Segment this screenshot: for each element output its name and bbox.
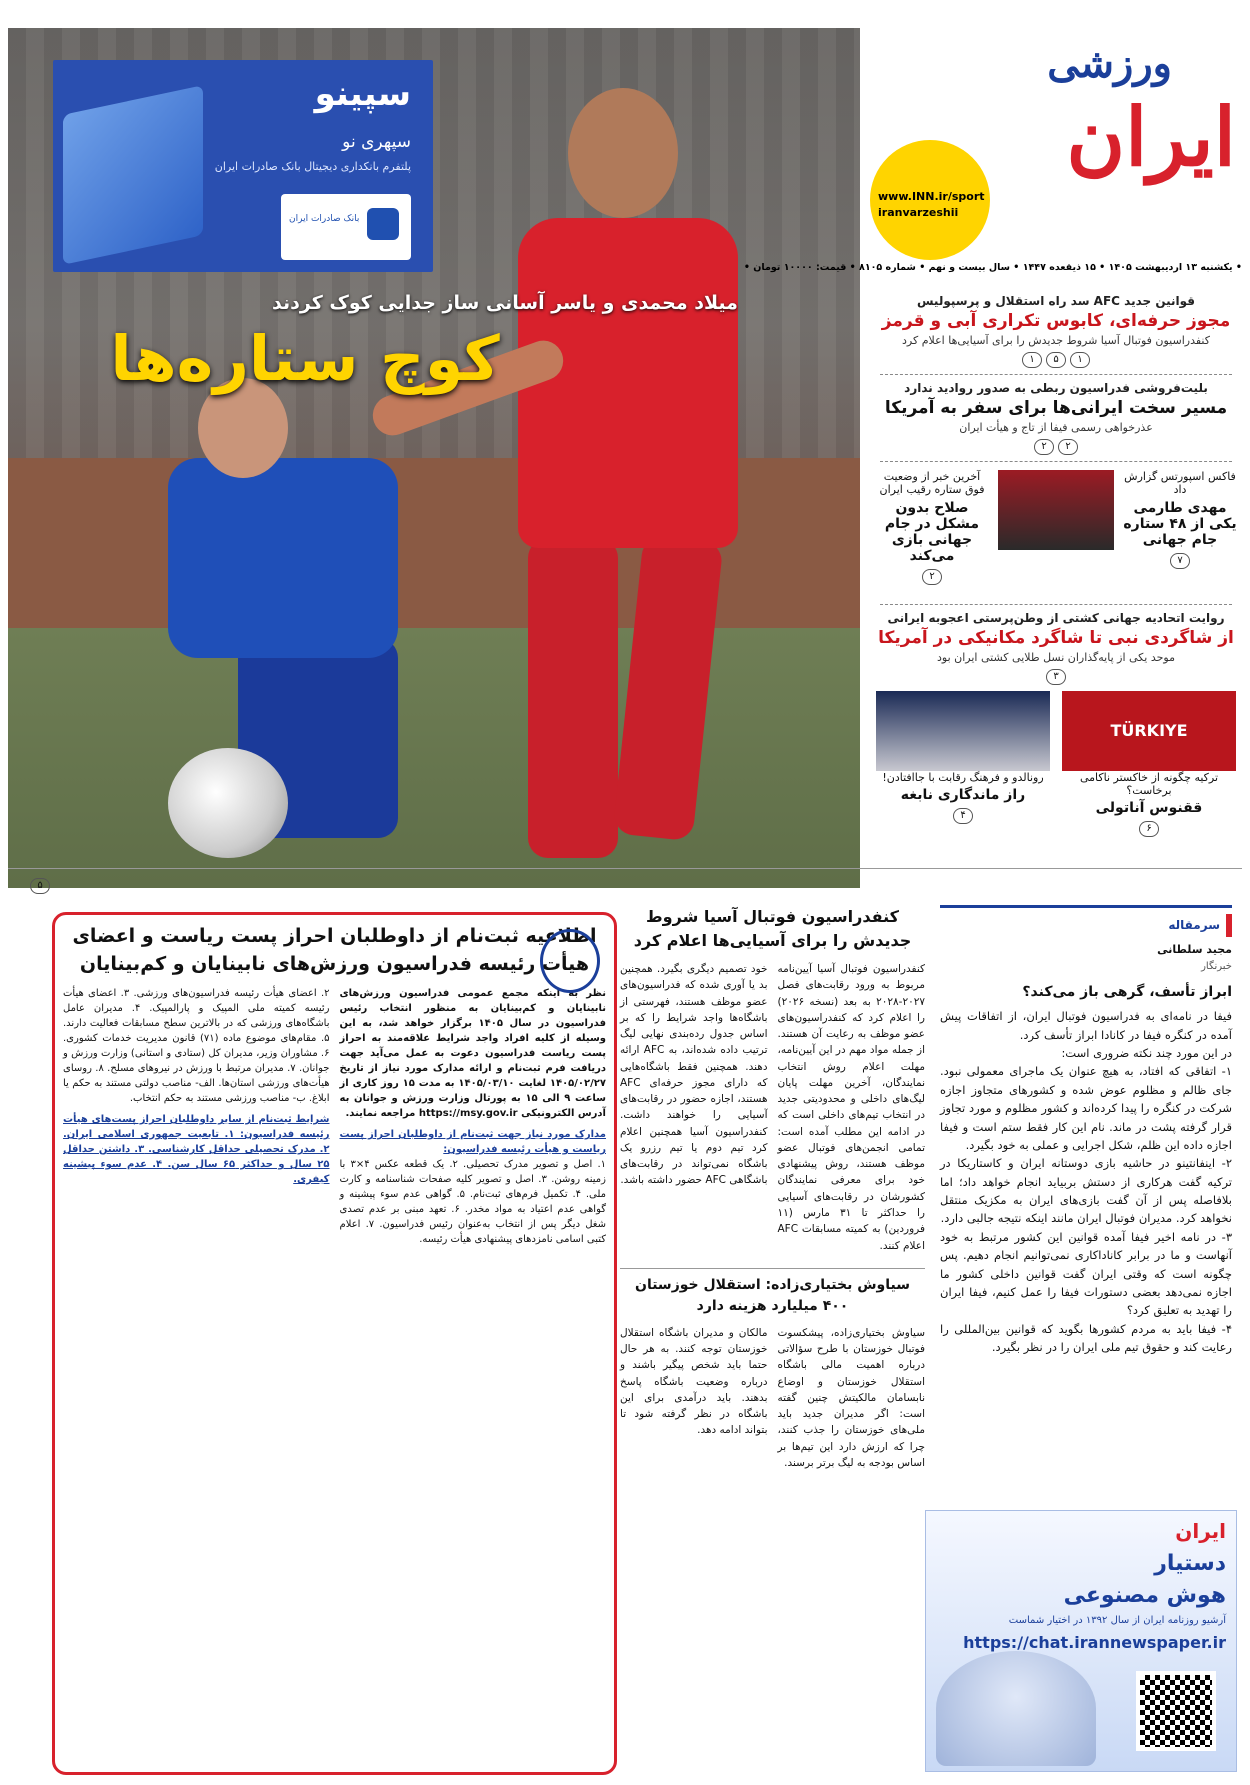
editorial-tag: سرمقاله: [1162, 914, 1232, 937]
ronaldo-photo: [876, 691, 1050, 771]
ad-line1: سپهری نو: [342, 132, 411, 152]
cover-page-ref: ۵: [30, 878, 50, 894]
newspaper-logo[interactable]: [982, 30, 1242, 230]
announcement-col-right: [340, 986, 607, 1247]
page-refs: ۲ ۲: [874, 439, 1238, 455]
story-summary: موحد یکی از پایه‌گذاران نسل طلایی کشتی ایران بود: [937, 651, 1175, 664]
article-title: سیاوش بختیاری‌زاده: استقلال خوزستان ۴۰۰ میلیارد هزینه دارد: [635, 1276, 910, 1314]
story-trio: [870, 468, 1242, 598]
cover-headline[interactable]: کوچ ستاره‌ها: [110, 322, 500, 395]
sepino-ad[interactable]: [53, 60, 433, 272]
story-photo: [994, 468, 1118, 598]
social-handle[interactable]: iranvarzeshii: [878, 206, 959, 219]
ad-desc: آرشیو روزنامه ایران از سال ۱۳۹۲ در اختیار شماست: [1008, 1615, 1226, 1626]
cover-stories-column: [870, 288, 1242, 868]
story-small: فاکس اسپورتس گزارش داد: [1124, 470, 1236, 496]
story-summary: عذرخواهی رسمی فیفا از تاج و هیأت ایران: [959, 421, 1153, 434]
ai-assistant-ad[interactable]: [925, 1510, 1237, 1772]
robot-illustration: [936, 1651, 1096, 1766]
article-column: کنفدراسیون فوتبال آسیا آیین‌نامه مربوط به ورود رقابت‌های فصل ۲۰۲۷-۲۰۲۸ به بعد (نسخه ۲۰۲۶) را اعلام کرد که کنفدراسیون‌های عضو موظف به رعایت آن هستند. از جمله مواد مهم در این آیین‌نامه، مهلت اعلام روش انتخاب نمایندگان، آخرین مهلت پایان لیگ‌های داخلی و محدودیتی جدید در انتخاب تیم‌های داخلی است که در ادامه این مطلب آمده است: تمامی انجمن‌های فوتبال عضو موظف هستند، روش پیشنهادی خود برای معرفی نمایندگان کشورشان در رقابت‌های آسیایی را حداکثر تا ۳۱ مارس (۱۱ فروردین) به کمیته مسابقات AFC اعلام کنند.: [777, 963, 925, 1252]
editorial-paragraph: ۳- در نامه اخیر فیفا آمده قوانین این کشور مرتبط به خود آنهاست و ما در برابر کاناداکاری نمی‌توانیم انجام دهیم. پس چگونه است که وقتی ایران گفت قوانین داخلی کشور ما اجازه نمی‌دهد بعضی دستورات فیفا را عمل کنیم، فیفا ایران را تهدید به تعلیق کرد؟: [940, 1229, 1232, 1318]
story-small: ترکیه چگونه از خاکستر ناکامی برخاست؟: [1079, 771, 1219, 797]
bank-logo-icon: [367, 208, 399, 240]
story-big: صلاح بدون مشکل در جام جهانی بازی می‌کند: [884, 500, 980, 564]
article-column: مالکان و مدیران باشگاه استقلال خوزستان توجه کنند. به هر حال حتما باید شخص پیگیر باشند و درباره وضعیت باشگاه پاسخ بدهند. باید درآمدی برای این باشگاه در نظر گرفته شود تا بتواند ادامه دهد.: [620, 1326, 768, 1437]
editorial-paragraph: در این مورد چند نکته ضروری است:: [1061, 1045, 1232, 1060]
story-ronaldo[interactable]: رونالدو و فرهنگ رقابت با جاافتادن! راز ماندگاری نابغه ۴: [870, 691, 1056, 837]
page-refs: ۱ ۵ ۱: [874, 352, 1238, 368]
story-big: مهدی طارمی یکی از ۴۸ ستاره جام جهانی: [1123, 500, 1237, 548]
ad-url[interactable]: https://chat.irannewspaper.ir: [963, 1633, 1226, 1652]
announcement-title2: هیأت رئیسه فدراسیون ورزش‌های نابینایان و کم‌بینایان: [79, 952, 590, 975]
masthead: [870, 30, 1242, 260]
logo-sub: ورزشی: [1047, 40, 1172, 87]
story-big: ققنوس آناتولی: [1095, 800, 1203, 816]
dateline: • یکشنبه ۱۳ اردیبهشت ۱۴۰۵ • ۱۵ ذیقعده ۱۴۴۷ • سال بیست و نهم • شماره ۸۱۰۵ • قیمت: ۱۰۰۰۰ تومان •: [743, 262, 1242, 273]
building-illustration: [63, 85, 203, 265]
story-small: آخرین خبر از وضعیت فوق ستاره رقیب ایران: [879, 470, 985, 496]
announcement-title: اطلاعیه ثبت‌نام از داوطلبان احراز پست ریاست و اعضای: [72, 925, 597, 947]
story-headline: از شاگردی نبی تا شاگرد مکانیکی در آمریکا: [878, 628, 1234, 648]
story-headline: مجوز حرفه‌ای، کابوس تکراری آبی و قرمز: [881, 311, 1231, 331]
story-headline: مسیر سخت ایرانی‌ها برای سفر به آمریکا: [884, 398, 1228, 418]
story-overline: روایت اتحادیه جهانی کشتی از وطن‌پرستی اعجوبه ایرانی: [887, 611, 1225, 625]
story-small: رونالدو و فرهنگ رقابت با جاافتادن!: [882, 771, 1044, 784]
editorial-paragraph: ۲- اینفانتینو در حاشیه بازی دوستانه ایران و کاستاریکا در ترکیه گفت هرکاری از دستش بربیاید انجام خواهد داد؛ اما بلافاصله پس از آن گفت بازی‌های ایران به مکزیک منتقل نخواهد کرد. مدیران فوتبال ایران مانند اینکه نتیجه جالبی دارد.: [940, 1156, 1232, 1226]
ad-title2: هوش مصنوعی: [1063, 1583, 1226, 1608]
afc-article: [620, 905, 925, 1775]
player-red-kit: [428, 68, 788, 878]
cover-kicker: میلاد محمدی و یاسر آسانی ساز جدایی کوک کردند: [272, 292, 738, 314]
docs-list: ۱. اصل و تصویر مدرک تحصیلی. ۲. یک قطعه عکس ۴×۳ با زمینه روشن. ۳. اصل و تصویر کلیه صفحات شناسنامه و کارت ملی. ۴. تکمیل فرم‌های ثبت‌نام. ۵. گواهی عدم سوء پیشینه و گواهی عدم اعتیاد به مواد مخدر. ۶. تعهد مبنی بر عدم تصدی شغل دیگر پس از انتخاب به‌عنوان رئیس فدراسیون. ۷. اعلام کتبی اسامی نامزدهای پیشنهادی هیأت رئیسه.: [339, 1159, 607, 1246]
website-link[interactable]: www.INN.ir/sport: [878, 190, 985, 203]
article-column: خود تصمیم دیگری بگیرد. همچنین بد یا آوری شده که فدراسیون‌های عضو موظف هستند، فهرستی از باشگاه‌ها واجد شرایط را که بر اساس جدول رده‌بندی نهایی لیگ ترتیب داده شده‌اند، به AFC ارائه دهند. همچنین فقط باشگاه‌هایی که دارای مجوز حرفه‌ای AFC هستند، اجازه حضور در رقابت‌های آسیایی را خواهند داشت. کنفدراسیون آسیا همچنین اعلام کرد تیم دوم یا تیم رزرو یک باشگاه نمی‌تواند در رقابت‌های باشگاهی AFC حضور داشته باشد.: [620, 963, 768, 1187]
turkey-photo: TÜRKIYE: [1062, 691, 1236, 771]
editorial-paragraph: ۴- فیفا باید به مردم کشورها بگوید که قوانین بین‌المللی را رعایت کند و حقوق تیم ملی ایران را در نظر بگیرد.: [940, 1321, 1232, 1355]
story-overline: قوانین جدید AFC سد راه استقلال و پرسپولیس: [916, 294, 1196, 308]
logo-main: ایران: [1066, 90, 1236, 184]
federation-announcement: [52, 912, 617, 1775]
qr-code-icon[interactable]: [1136, 1671, 1216, 1751]
football: [168, 748, 288, 858]
khuzestan-article: [620, 1268, 925, 1471]
story-turkey[interactable]: TÜRKIYE ترکیه چگونه از خاکستر ناکامی برخاست؟ ققنوس آناتولی ۶: [1056, 691, 1242, 837]
article-title: کنفدراسیون فوتبال آسیا شروط جدیدش را برای آسیایی‌ها اعلام کرد: [633, 907, 912, 950]
announcement-intro: نظر به اینکه مجمع عمومی فدراسیون ورزش‌های نابینایان و کم‌بینایان به منظور انتخاب رئیس فدراسیون در سال ۱۴۰۵ برگزار خواهد شد، به این وسیله از کلیه افراد واجد شرایط علاقه‌مند به احراز پست ریاست فدراسیون دعوت به عمل می‌آید جهت دریافت فرم ثبت‌نام و ارائه مدارک مورد نیاز از تاریخ ۱۴۰۵/۰۲/۲۷ لغایت ۱۴۰۵/۰۳/۱۰ به مدت ۱۵ روز کاری از ساعت ۹ الی ۱۵ به پورتال وزارت ورزش و جوانان به آدرس الکترونیکی https://msy.gov.ir مراجعه نمایند.: [339, 988, 606, 1120]
exclusions-list: ۲. اعضای هیأت رئیسه فدراسیون‌های ورزشی. ۳. اعضای هیأت رئیسه کمیته ملی المپیک و پارالمپیک. ۴. مدیران عامل باشگاه‌های ورزشی که در بالاترین سطح مسابقات فعالیت دارند. ۵. مقام‌های موضوع ماده (۷۱) قانون مدیریت خدمات کشوری. ۶. مشاوران وزیر، مدیران کل (ستادی و استانی) وزارت ورزش و جوانان. ۷. مدیران مرتبط با ورزش در نیروهای مسلح. ۸. روسای هیأت‌های ورزشی استان‌ها. الف- مناصب دولتی مستند به حکم یا ابلاغ. ب- مناصب ورزشی مستند به حکم انتخاب.: [63, 988, 330, 1105]
ad-line2: پلتفرم بانکداری دیجیتال بانک صادرات ایران: [214, 160, 411, 173]
section-divider: [8, 868, 1242, 869]
federation-emblem-icon: [540, 929, 600, 993]
story-big: راز ماندگاری نابغه: [900, 787, 1026, 803]
story-overline: بلیت‌فروشی فدراسیون ربطی به صدور روادید ندارد: [904, 381, 1208, 395]
editorial-title: ابراز تأسف، گرهی باز می‌کند؟: [1022, 983, 1232, 1000]
story-taremi[interactable]: فاکس اسپورتس گزارش داد مهدی طارمی یکی از ۴۸ ستاره جام جهانی ۷: [1118, 468, 1242, 598]
story-afc[interactable]: [870, 294, 1242, 368]
ad-brand: سپینو: [314, 74, 411, 114]
editorial-paragraph: ۱- اتفاقی که افتاد، به هیچ عنوان یک ماجرای معمولی نبود. جای ظالم و مظلوم عوض شده و کشورهای متجاوز اجازه شرکت در کنگره را پیدا کرده‌اند و کشور مظلوم و مورد تجاوز قرار گرفته پشت در ماند. نام این کار فقط ستم است و فیفا اجازه داده این ظلم، شکل اجرایی و عملی به خود بگیرد.: [940, 1064, 1232, 1152]
ad-brand: ایران: [1175, 1519, 1226, 1543]
announcement-col-left: [63, 986, 330, 1247]
bank-logo-box: [281, 194, 411, 260]
story-wrestling[interactable]: روایت اتحادیه جهانی کشتی از وطن‌پرستی اعجوبه ایرانی از شاگردی نبی تا شاگرد مکانیکی در آمریکا موحد یکی از پایه‌گذاران نسل طلایی کشتی ایران بود ۳: [870, 611, 1242, 685]
article-column: سیاوش بختیاری‌زاده، پیشکسوت فوتبال خوزستان با طرح سؤالاتی درباره اهمیت مالی باشگاه استقلال خوزستان و اوضاع نابسامان مالکیتش چنین گفته است: اگر مدیران جدید باید ملی‌های خوزستان را جذب کنند، چرا که ارزش دارد این تیم‌ها بر اساس بودجه به لیگ برتر برسند.: [777, 1326, 925, 1469]
story-duo: [870, 691, 1242, 837]
author-role: خبرنگار: [1201, 960, 1232, 972]
ad-title: دستیار: [1154, 1551, 1226, 1576]
editorial: [940, 905, 1232, 1465]
bank-name: بانک صادرات ایران: [289, 214, 360, 224]
author-name: مجید سلطانی: [1157, 943, 1232, 957]
story-salah[interactable]: آخرین خبر از وضعیت فوق ستاره رقیب ایران صلاح بدون مشکل در جام جهانی بازی می‌کند ۲: [870, 468, 994, 598]
story-summary: کنفدراسیون فوتبال آسیا شروط جدیدش را برای آسیایی‌ها اعلام کرد: [902, 334, 1210, 347]
story-usa-travel[interactable]: [870, 381, 1242, 455]
docs-title: مدارک مورد نیاز جهت ثبت‌نام از داوطلبان احراز پست ریاست و هیأت رئیسه فدراسیون:: [339, 1129, 606, 1156]
editorial-paragraph: فیفا در نامه‌ای به فدراسیون فوتبال ایران، از اتفاقات پیش آمده در کنگره فیفا در کانادا ابراز تأسف کرد.: [940, 1009, 1232, 1042]
conditions-list: شرایط ثبت‌نام از سایر داوطلبان احراز پست‌های هیأت رئیسه فدراسیون: ۱. تابعیت جمهوری اسلامی ایران. ۲. مدرک تحصیلی حداقل کارشناسی. ۳. داشتن حداقل ۲۵ سال و حداکثر ۶۵ سال سن. ۴. عدم سوء پیشینه کیفری.: [63, 1114, 330, 1186]
